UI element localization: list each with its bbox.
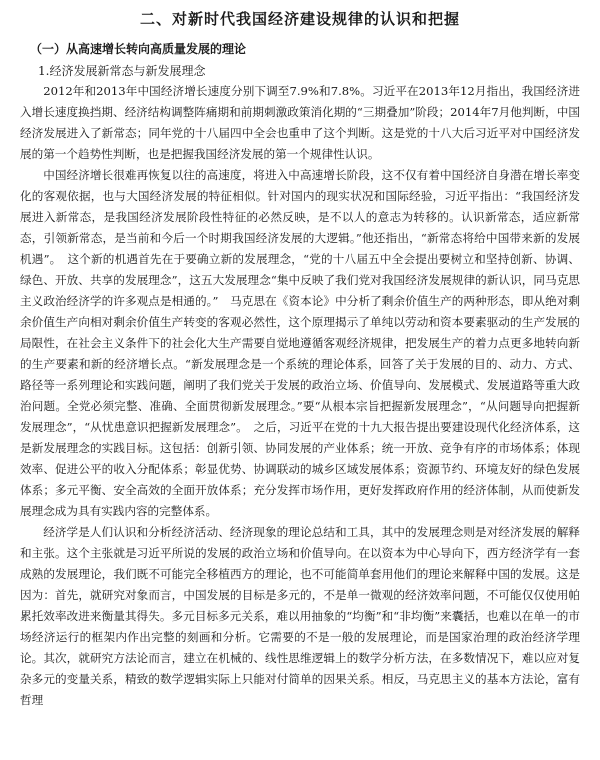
paragraph-2: 中国经济增长很难再恢复以往的高速度，将进入中高速增长阶段，这不仅有着中国经济自身潜在增长率变化的客观依据，也与大国经济发展的特征相似。针对国内的现实状况和国际经验，习近平指出：“我国经济发展进入新常态，是我国经济发展阶段性特征的必然反映，是不以人的意志为转移的。认识新常态，适应新常态，引领新常态，是当前和今后一个时期我国经济发展的大逻辑。”他还指出，“新常态将给中国带来新的发展机遇”。 这个新的机遇首先在于要确立新的发展理念，“党的十八届五中全会提出要树立和坚持创新、协调、绿色、开放、共享的发展理念”，这五大发展理念“集中反映了我们党对我国经济发展规律的新认识，同马克思主义政治经济学的许多观点是相通的。” 马克思在《资本论》中分析了剩余价值生产的两种形态，即从绝对剩余价值生产向相对剩余价值生产转变的客观必然性，这个原理揭示了单纯以劳动和资本要素驱动的生产发展的局限性，在社会主义条件下的社会化大生产需要自觉地遵循客观经济规律，把发展生产的着力点更多地转向新的生产要素和新的经济增长点。“新发展理念是一个系统的理论体系，回答了关于发展的目的、动力、方式、路径等一系列理论和实践问题，阐明了我们党关于发展的政治立场、价值导向、发展模式、发展道路等重大政治问题。全党必须完整、准确、全面贯彻新发展理念。”要“从根本宗旨把握新发展理念”，“从问题导向把握新发展理念”，“从忧患意识把握新发展理念”。 之后，习近平在党的十九大报告提出要建设现代化经济体系，这是新发展理念的实践目标。这包括：创新引领、协同发展的产业体系；统一开放、竞争有序的市场体系；体现效率、促进公平的收入分配体系；彰显优势、协调联动的城乡区域发展体系；资源节约、环境友好的绿色发展体系；多元平衡、安全高效的全面开放体系；充分发挥市场作用，更好发挥政府作用的经济体制，从而使新发展理念成为具有实践内容的完整体系。 [20,168,580,518]
page-title: 二、对新时代我国经济建设规律的认识和把握 [139,10,460,28]
subsection-heading: 1.经济发展新常态与新发展理念 [38,64,206,78]
paragraph-1: 2012年和2013年中国经济增长速度分别下调至7.9%和7.8%。习近平在2013年12月指出，我国经济进入增长速度换挡期、经济结构调整阵痛期和前期刺激政策消化期的“三期叠加”阶段；2014年7月他判断，中国经济发展进入了新常态；同年党的十八届四中全会也重申了这个判断。这是党的十八大后习近平对中国经济发展的第一个趋势性判断，也是把握我国经济发展的第一个规律性认识。 [20,84,580,161]
section-heading: （一）从高速增长转向高质量发展的理论 [30,42,247,56]
paragraph-3: 经济学是人们认识和分析经济活动、经济现象的理论总结和工具，其中的发展理念则是对经济发展的解释和主张。这个主张就是习近平所说的发展的政治立场和价值导向。在以资本为中心导向下，西方经济学有一套成熟的发展理论，我们既不可能完全移植西方的理论，也不可能简单套用他们的理论来解释中国的发展。这是因为：首先，就研究对象而言，中国发展的目标是多元的，不是单一微观的经济效率问题，不可能仅仅使用帕累托效率改进来衡量其得失。多元目标多元关系，难以用抽象的“均衡”和“非均衡”来囊括，也难以在单一的市场经济运行的框架内作出完整的刻画和分析。它需要的不是一般的发展理论，而是国家治理的政治经济学理论。其次，就研究方法论而言，建立在机械的、线性思维逻辑上的数学分析方法，在多数情况下，难以应对复杂多元的变量关系，精致的数学逻辑实际上只能对付简单的因果关系。相反，马克思主义的基本方法论，富有哲理 [20,525,580,707]
